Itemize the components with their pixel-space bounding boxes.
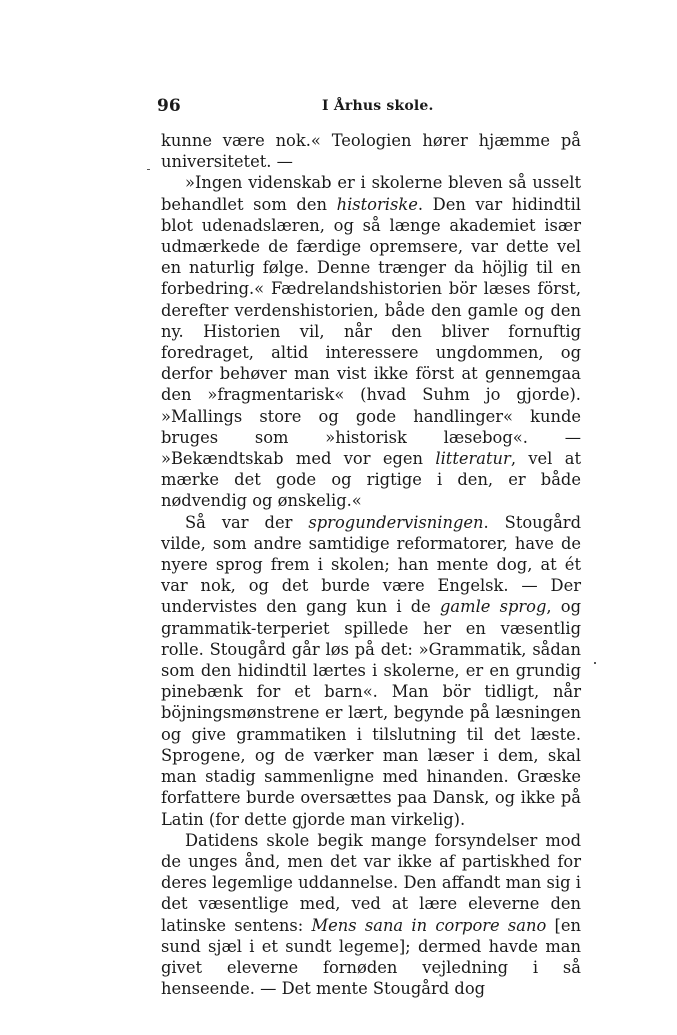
italic-text: sprogundervisningen — [308, 512, 484, 532]
paragraph — [161, 130, 581, 172]
paragraph — [161, 172, 581, 511]
italic-text: litteratur — [435, 449, 511, 469]
text-run: Datidens skole begik mange forsyndelser mod de unges ånd, men det var ikke af partiskhed for deres legemlige uddannelse. Den affandt man sig i det væsentlige med, ved at lære eleverne den latinske sentens: — [161, 830, 581, 935]
italic-text: gamle sprog — [440, 597, 547, 617]
body-text — [161, 130, 581, 999]
text-run: [en sund sjæl i et sundt legeme]; dermed havde man givet eleverne fornøden vejledning i så henseende. — Det mente Stougård dog — [161, 915, 581, 999]
text-run: . Den var hidindtil blot udenadslæren, og så længe akademiet især udmærkede de færdige opremsere, var dette vel en naturlig følge. Denne trænger da höjlig til en forbedring.« Fædrelandshistorien bör læses först, derefter verdenshistorien, både den gamle og den ny. Historien vil, når den bliver fornuftig foredraget, altid interessere ungdommen, og derfor behøver man vist ikke först at gennemgaa den »fragmentarisk« (hvad Suhm jo gjorde). »Mallings store og gode handlinger« kunde bruges som »historisk læsebog«. — »Bekændtskab med vor egen — [161, 194, 581, 469]
scan-speck — [594, 662, 596, 664]
paragraph — [161, 830, 581, 1000]
text-run: , og grammatik-terperiet spillede her en væsentlig rolle. Stougård går løs på det: »Grammatik, sådan som den hidindtil lærtes i skolerne, er en grundig pinebænk for et barn«. Man bör tidligt, når böjningsmønstrene er lært, begynde på læsningen og give grammatiken i tilslutning til det læste. Sprogene, og de værker man læser i dem, skal man stadig sammenligne med hinanden. Græske forfattere burde oversættes paa Dansk, og ikke på Latin (for dette gjorde man virkelig). — [161, 597, 582, 829]
page-number: 96 — [157, 96, 181, 116]
text-run: »Ingen videnskab er i skolerne bleven så usselt behandlet som den — [161, 173, 581, 214]
text-run: kunne være nok.« Teologien hører hjæmme på universitetet. — — [161, 131, 581, 172]
italic-text: historiske — [336, 194, 418, 214]
scan-speck — [147, 169, 150, 170]
text-run: . Stougård vilde, som andre samtidige reformatorer, have de nyere sprog frem i skolen; han mente dog, at ét var nok, og det burde være Engelsk. — Der undervistes den gang kun i de — [161, 512, 581, 617]
text-run: , vel at mærke det gode og rigtige i den, er både nødvendig og ønskelig.« — [161, 449, 581, 511]
running-head: I Århus skole. — [322, 98, 434, 114]
text-run: Så var der — [185, 512, 309, 532]
italic-text: Mens sana in corpore sano — [311, 915, 547, 935]
paragraph — [161, 512, 581, 830]
